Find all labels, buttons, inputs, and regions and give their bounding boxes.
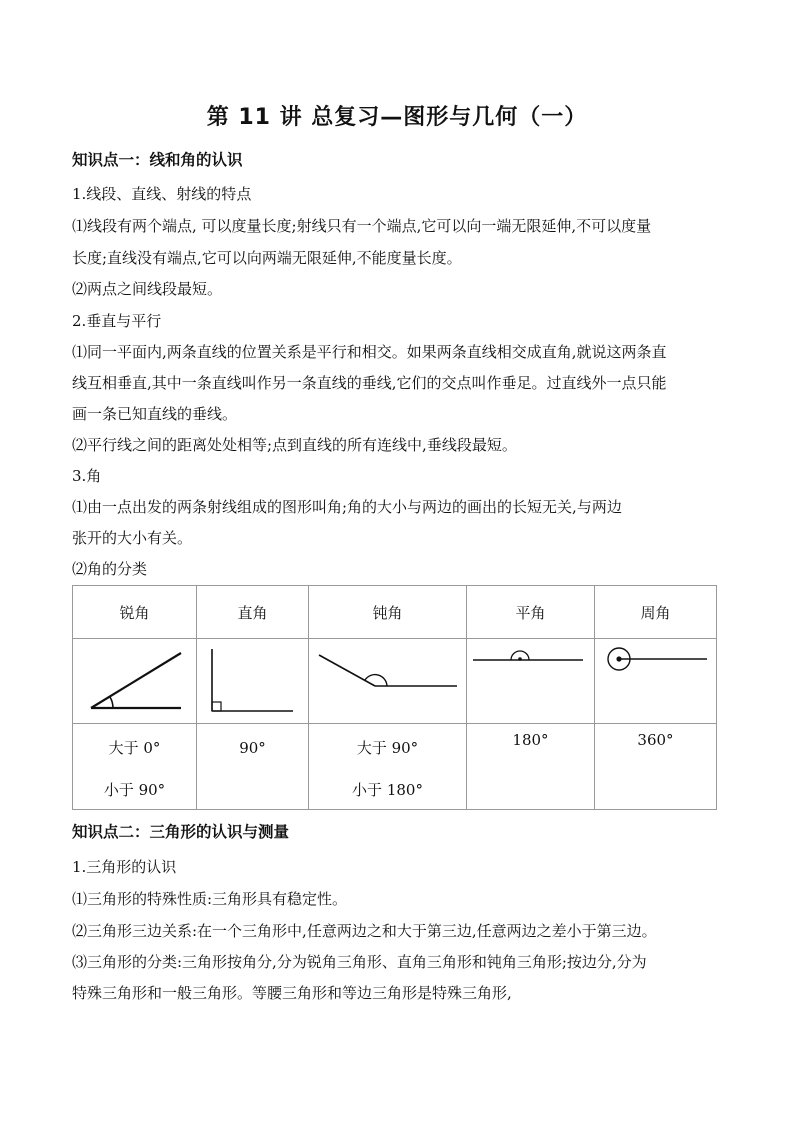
page-title: 第 11 讲 总复习—图形与几何（一） (206, 105, 588, 130)
table-value-row (73, 724, 717, 810)
sub3-p1-line1: ⑴由一点出发的两条射线组成的图形叫角;角的大小与两边的画出的长短无关,与两边 (72, 498, 622, 516)
obtuse-upper-bound: 小于 180° (352, 781, 423, 799)
obtuse-angle-figure (309, 639, 467, 723)
header-right: 直角 (197, 586, 309, 639)
right-angle-figure (197, 639, 309, 723)
straight-value-cell (467, 724, 595, 810)
obtuse-angle-figure-cell (309, 639, 467, 724)
full-angle-figure (595, 639, 717, 723)
section2-heading: 知识点二：三角形的认识与测量 (72, 822, 290, 841)
full-value-cell (595, 724, 717, 810)
sub2-p1-line1: ⑴同一平面内,两条直线的位置关系是平行和相交。如果两条直线相交成直角,就说这两条直 (72, 343, 667, 361)
sub3-title: 3.角 (72, 467, 102, 485)
obtuse-range-cell (309, 724, 467, 810)
header-straight: 平角 (467, 586, 595, 639)
acute-angle-figure (73, 639, 197, 723)
table-figure-row (73, 639, 717, 724)
s2-sub1-p1: ⑴三角形的特殊性质:三角形具有稳定性。 (72, 890, 348, 908)
sub1-title: 1.线段、直线、射线的特点 (72, 185, 252, 203)
s2-sub1-p2: ⑵三角形三边关系:在一个三角形中,任意两边之和大于第三边,任意两边之差小于第三边。 (72, 922, 657, 940)
acute-lower-bound: 大于 0° (108, 739, 161, 757)
sub3-p1-line2: 张开的大小有关。 (72, 529, 193, 547)
full-angle-value: 360° (637, 731, 674, 749)
straight-angle-value: 180° (512, 731, 549, 749)
acute-range-cell (73, 724, 197, 810)
s2-sub1-title: 1.三角形的认识 (72, 858, 177, 876)
sub1-p1-line1: ⑴线段有两个端点, 可以度量长度;射线只有一个端点,它可以向一端无限延伸,不可以度量 (72, 217, 652, 235)
obtuse-lower-bound: 大于 90° (356, 739, 419, 757)
s2-sub1-p3-line1: ⑶三角形的分类:三角形按角分,分为锐角三角形、直角三角形和钝角三角形;按边分,分为 (72, 953, 647, 971)
acute-angle-figure-cell (73, 639, 197, 724)
section1-heading: 知识点一：线和角的认识 (72, 150, 243, 169)
sub2-p1-line2: 线互相垂直,其中一条直线叫作另一条直线的垂线,它们的交点叫作垂足。过直线外一点只能 (72, 374, 667, 392)
header-full: 周角 (595, 586, 717, 639)
sub1-p2: ⑵两点之间线段最短。 (72, 280, 223, 298)
sub1-p1-line2: 长度;直线没有端点,它可以向两端无限延伸,不能度量长度。 (72, 249, 462, 267)
header-obtuse: 钝角 (309, 586, 467, 639)
acute-upper-bound: 小于 90° (103, 781, 166, 799)
table-header-row (73, 586, 717, 639)
sub2-p1-line3: 画一条已知直线的垂线。 (72, 405, 238, 423)
full-angle-figure-cell (595, 639, 717, 724)
s2-sub1-p3-line2: 特殊三角形和一般三角形。等腰三角形和等边三角形是特殊三角形, (72, 984, 512, 1002)
right-angle-value: 90° (239, 739, 266, 757)
sub2-p2: ⑵平行线之间的距离处处相等;点到直线的所有连线中,垂线段最短。 (72, 436, 517, 454)
straight-angle-figure-cell (467, 639, 595, 724)
straight-angle-figure (467, 639, 595, 723)
header-acute: 锐角 (73, 586, 197, 639)
sub2-title: 2.垂直与平行 (72, 312, 162, 330)
angle-classification-table (72, 585, 717, 810)
right-angle-figure-cell (197, 639, 309, 724)
right-value-cell (197, 724, 309, 810)
sub3-p2: ⑵角的分类 (72, 560, 148, 578)
